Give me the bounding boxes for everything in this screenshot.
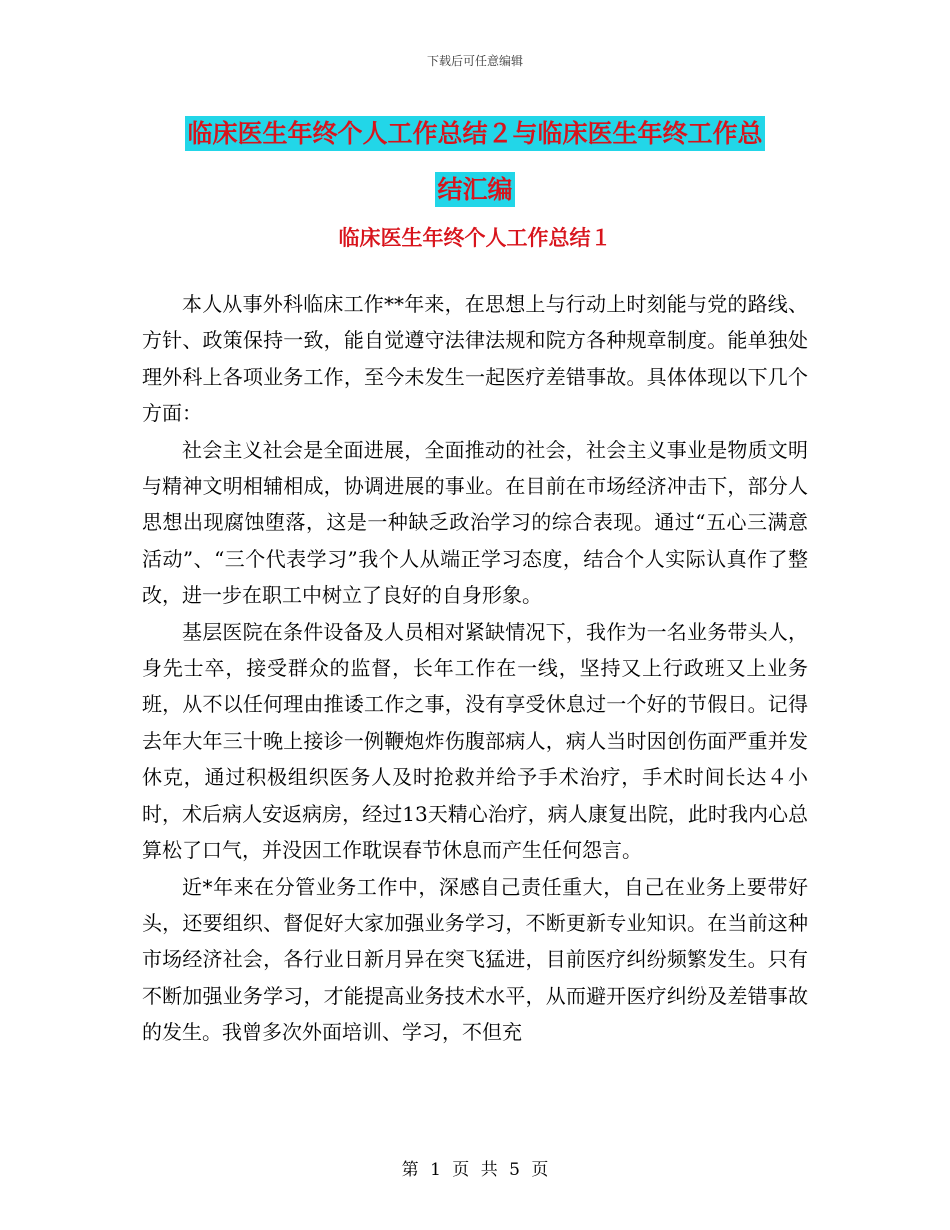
document-title — [140, 106, 810, 218]
document-title-line-2: 结汇编 — [435, 172, 514, 207]
page-footer: 第 1 页 共 5 页 — [401, 1160, 549, 1180]
document-title-line-1: 临床医生年终个人工作总结２与临床医生年终工作总 — [185, 116, 764, 151]
paragraph: 本人从事外科临床工作**年来，在思想上与行动上时刻能与党的路线、方针、政策保持一致，能自觉遵守法律法规和院方各种规章制度。能单独处理外科上各项业务工作，至今未发生一起医疗差错事故。具体体现以下几个方面： — [142, 292, 808, 426]
paragraph: 基层医院在条件设备及人员相对紧缺情况下，我作为一名业务带头人，身先士卒，接受群众的监督，长年工作在一线，坚持又上行政班又上业务班，从不以任何理由推诿工作之事，没有享受休息过一个好的节假日。记得去年大年三十晚上接诊一例鞭炮炸伤腹部病人，病人当时因创伤面严重并发休克，通过积极组织医务人及时抢救并给予手术治疗，手术时间长达４小时，术后病人安返病房，经过13天精心治疗，病人康复出院，此时我内心总算松了口气，并没因工作耽误春节休息而产生任何怨言。 — [142, 619, 808, 863]
paragraph: 近*年来在分管业务工作中，深感自己责任重大，自己在业务上要带好头，还要组织、督促好大家加强业务学习，不断更新专业知识。在当前这种市场经济社会，各行业日新月异在突飞猛进，目前医疗纠纷频繁发生。只有不断加强业务学习，才能提高业务技术水平，从而避开医疗纠纷及差错事故的发生。我曾多次外面培训、学习，不但充 — [142, 874, 808, 1045]
body-text — [142, 286, 808, 1051]
paragraph: 社会主义社会是全面进展，全面推动的社会，社会主义事业是物质文明与精神文明相辅相成，协调进展的事业。在目前在市场经济冲击下，部分人思想出现腐蚀堕落，这是一种缺乏政治学习的综合表现。通过“五心三满意活动”、“三个代表学习”我个人从端正学习态度，结合个人实际认真作了整改，进一步在职工中树立了良好的自身形象。 — [142, 437, 808, 608]
section-title: 临床医生年终个人工作总结１ — [338, 225, 612, 250]
header-note: 下载后可任意编辑 — [426, 54, 523, 68]
